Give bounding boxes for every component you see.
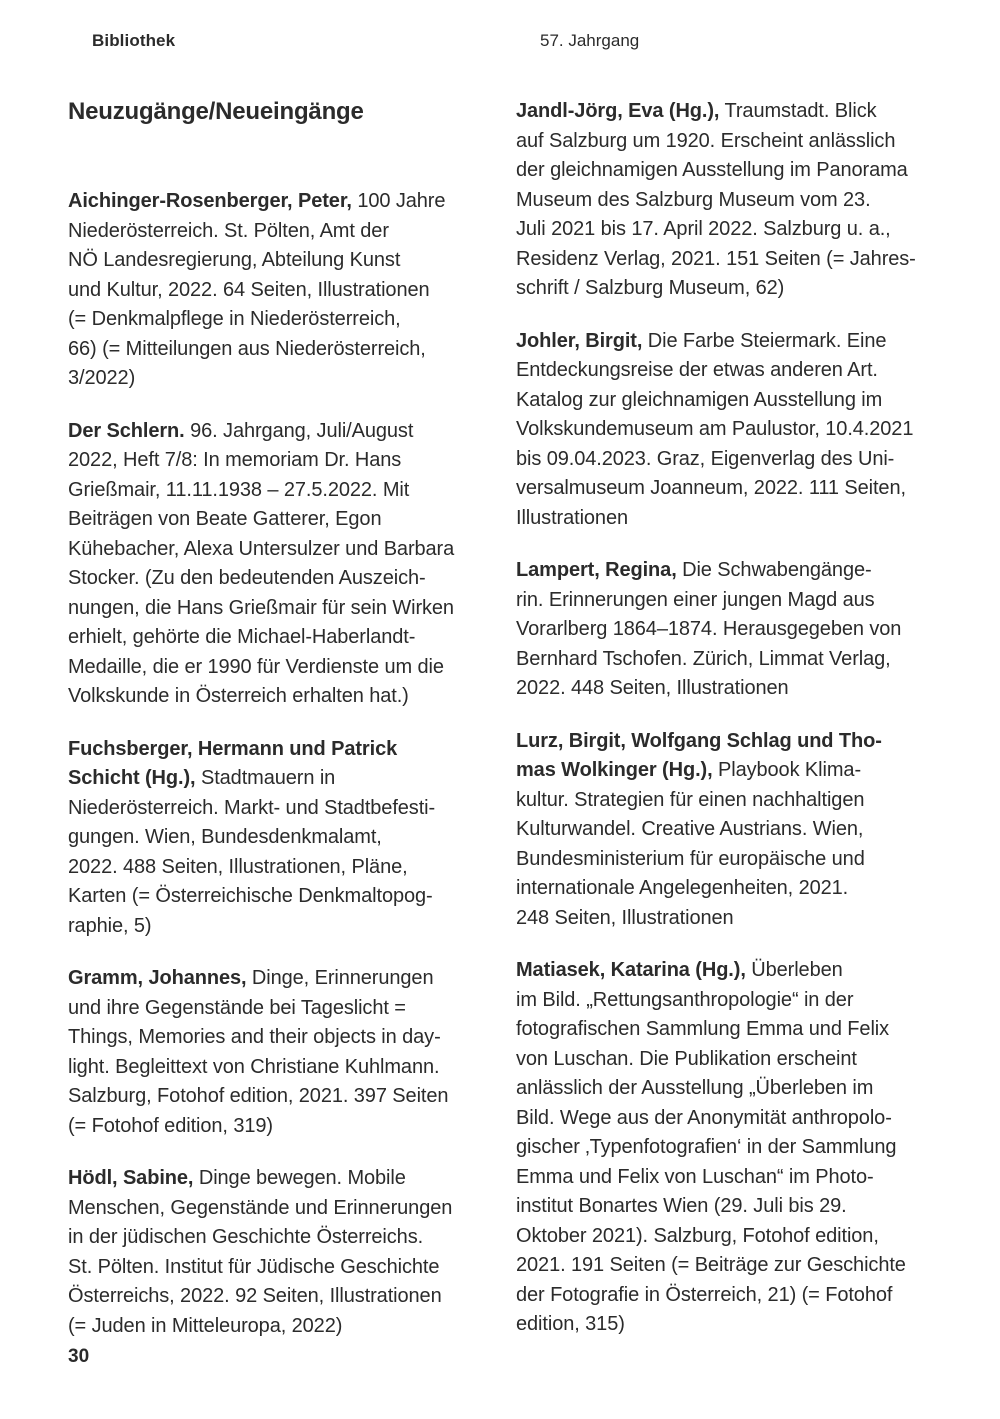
entry-line bbox=[516, 1192, 964, 1222]
entry-text-part: (= Fotohof edition, 319) bbox=[68, 1114, 273, 1137]
entry-line bbox=[516, 645, 964, 675]
entry-line bbox=[516, 445, 964, 475]
entry-line bbox=[516, 815, 964, 845]
entry-line bbox=[68, 1164, 516, 1194]
entry-author-part: Schicht (Hg.), bbox=[68, 767, 196, 789]
entry-text-part: Österreichs, 2022. 92 Seiten, Illustrationen bbox=[68, 1285, 442, 1307]
entry-text-part: Die Schwabengänge- bbox=[676, 559, 872, 581]
bib-entry bbox=[516, 327, 964, 534]
entry-text-part: Playbook Klima- bbox=[712, 759, 862, 781]
entry-line bbox=[68, 564, 516, 594]
entry-text-part: 2022. 488 Seiten, Illustrationen, Pläne, bbox=[68, 855, 408, 878]
entry-line bbox=[516, 415, 964, 445]
entry-line bbox=[516, 1163, 964, 1193]
entry-text-part: raphie, 5) bbox=[68, 914, 152, 937]
entry-line bbox=[516, 786, 964, 816]
entry-line bbox=[68, 1282, 516, 1312]
entry-text-part: Die Farbe Steiermark. Eine bbox=[642, 329, 887, 352]
header-volume-label: 57. Jahrgang bbox=[540, 31, 640, 50]
entry-author-part: Hödl, Sabine, bbox=[68, 1167, 194, 1189]
entry-text-part: in der jüdischen Geschichte Österreichs. bbox=[68, 1226, 424, 1248]
bib-entry bbox=[68, 964, 516, 1141]
entry-line bbox=[68, 912, 516, 942]
entry-text-part: Salzburg, Fotohof edition, 2021. 397 Seiten bbox=[68, 1085, 449, 1107]
entry-line bbox=[68, 1023, 516, 1053]
entry-text-part: Beiträgen von Beate Gatterer, Egon bbox=[68, 508, 382, 530]
entry-text-part: Bundesministerium für europäische und bbox=[516, 847, 865, 870]
entry-author-part: Fuchsberger, Hermann und Patrick bbox=[68, 737, 398, 760]
entry-line bbox=[68, 446, 516, 476]
entry-line bbox=[516, 245, 964, 275]
entry-line bbox=[68, 735, 516, 765]
entry-text-part: 248 Seiten, Illustrationen bbox=[516, 906, 734, 929]
entry-line bbox=[516, 845, 964, 875]
entry-author-part: Gramm, Johannes, bbox=[68, 967, 247, 989]
header-section-label: Bibliothek bbox=[92, 31, 176, 50]
entry-text-part: der Fotografie in Österreich, 21) (= Fotohof bbox=[516, 1283, 893, 1306]
bib-entry bbox=[68, 187, 516, 394]
entry-text-part: 2021. 191 Seiten (= Beiträge zur Geschichte bbox=[516, 1254, 906, 1276]
entry-text-part: bis 09.04.2023. Graz, Eigenverlag des Uni- bbox=[516, 447, 895, 470]
entry-line bbox=[516, 504, 964, 534]
entry-text-part: Stocker. (Zu den bedeutenden Auszeich- bbox=[68, 567, 426, 589]
entry-author-part: Lurz, Birgit, Wolfgang Schlag und Tho- bbox=[516, 729, 882, 752]
entry-text-part: von Luschan. Die Publikation erscheint bbox=[516, 1047, 857, 1070]
entry-line bbox=[68, 276, 516, 306]
entry-text-part: St. Pölten. Institut für Jüdische Geschichte bbox=[68, 1255, 440, 1278]
entry-line bbox=[516, 274, 964, 304]
right-entries bbox=[516, 97, 964, 1340]
entry-line bbox=[68, 364, 516, 394]
page-title: Neuzugänge/Neueingänge bbox=[68, 98, 364, 125]
bib-entry bbox=[516, 97, 964, 304]
entry-line bbox=[516, 1015, 964, 1045]
entry-text-part: Grießmair, 11.11.1938 – 27.5.2022. Mit bbox=[68, 478, 410, 501]
entry-line bbox=[68, 764, 516, 794]
entry-author-part: Aichinger-Rosenberger, Peter, bbox=[68, 190, 352, 212]
entry-line bbox=[68, 594, 516, 624]
bib-entry bbox=[516, 556, 964, 704]
entry-line bbox=[516, 386, 964, 416]
entry-line bbox=[516, 97, 964, 127]
entry-text-part: 2022, Heft 7/8: In memoriam Dr. Hans bbox=[68, 449, 402, 471]
entry-line bbox=[516, 474, 964, 504]
entry-text-part: Entdeckungsreise der etwas anderen Art. bbox=[516, 359, 878, 381]
entry-author-part: Jandl-Jörg, Eva (Hg.), bbox=[516, 100, 720, 122]
entry-line bbox=[516, 556, 964, 586]
bib-entry bbox=[68, 1164, 516, 1341]
entry-text-part: Dinge, Erinnerungen bbox=[246, 967, 434, 989]
entry-line bbox=[516, 904, 964, 934]
entry-line bbox=[68, 217, 516, 247]
entry-text-part: Medaille, die er 1990 für Verdienste um die bbox=[68, 655, 444, 678]
entry-text-part: anlässlich der Ausstellung „Überleben im bbox=[516, 1077, 874, 1099]
entry-text-part: Juli 2021 bis 17. April 2022. Salzburg u. a., bbox=[516, 218, 891, 240]
entry-text-part: Niederösterreich. St. Pölten, Amt der bbox=[68, 219, 389, 242]
entry-line bbox=[68, 535, 516, 565]
entry-text-part: (= Denkmalpflege in Niederösterreich, bbox=[68, 308, 401, 330]
entry-text-part: Bild. Wege aus der Anonymität anthropolo- bbox=[516, 1106, 892, 1129]
bib-entry bbox=[516, 727, 964, 934]
entry-text-part: Katalog zur gleichnamigen Ausstellung im bbox=[516, 388, 883, 411]
entry-line bbox=[516, 1281, 964, 1311]
entry-text-part: schrift / Salzburg Museum, 62) bbox=[516, 277, 785, 299]
entry-text-part: fotografischen Sammlung Emma und Felix bbox=[516, 1018, 890, 1040]
entry-text-part: Karten (= Österreichische Denkmaltopog- bbox=[68, 885, 433, 907]
entry-text-part: 66) (= Mitteilungen aus Niederösterreich, bbox=[68, 337, 426, 360]
entry-line bbox=[516, 615, 964, 645]
entry-text-part: gischer ‚Typenfotografien‘ in der Sammlung bbox=[516, 1136, 897, 1158]
entry-text-part: Illustrationen bbox=[516, 506, 628, 529]
entry-line bbox=[516, 1104, 964, 1134]
entry-text-part: rin. Erinnerungen einer jungen Magd aus bbox=[516, 588, 875, 611]
entry-line bbox=[68, 246, 516, 276]
entry-text-part: Vorarlberg 1864–1874. Herausgegeben von bbox=[516, 618, 902, 640]
entry-line bbox=[68, 476, 516, 506]
entry-text-part: NÖ Landesregierung, Abteilung Kunst bbox=[68, 249, 401, 271]
entry-line bbox=[516, 756, 964, 786]
entry-text-part: gungen. Wien, Bundesdenkmalamt, bbox=[68, 826, 382, 848]
entry-author-part: Der Schlern. bbox=[68, 419, 185, 442]
entry-line bbox=[68, 417, 516, 447]
entry-text-part: Kulturwandel. Creative Austrians. Wien, bbox=[516, 818, 864, 840]
entry-text-part: institut Bonartes Wien (29. Juli bis 29. bbox=[516, 1195, 847, 1217]
entry-line bbox=[516, 356, 964, 386]
entry-text-part: Emma und Felix von Luschan“ im Photo- bbox=[516, 1165, 874, 1188]
entry-text-part: Überleben bbox=[745, 959, 843, 981]
entry-text-part: Volkskundemuseum am Paulustor, 10.4.2021 bbox=[516, 418, 914, 440]
entry-line bbox=[516, 874, 964, 904]
entry-text-part: Residenz Verlag, 2021. 151 Seiten (= Jahres- bbox=[516, 247, 916, 270]
entry-text-part: edition, 315) bbox=[516, 1313, 625, 1335]
entry-text-part: und ihre Gegenstände bei Tageslicht = bbox=[68, 996, 406, 1019]
entry-text-part: und Kultur, 2022. 64 Seiten, Illustrationen bbox=[68, 278, 430, 301]
entry-line bbox=[68, 335, 516, 365]
entry-line bbox=[516, 1045, 964, 1075]
entry-line bbox=[516, 156, 964, 186]
entry-line bbox=[68, 1223, 516, 1253]
entry-text-part: Menschen, Gegenstände und Erinnerungen bbox=[68, 1196, 453, 1219]
entry-line bbox=[68, 794, 516, 824]
entry-line bbox=[68, 964, 516, 994]
entry-line bbox=[68, 653, 516, 683]
entry-line bbox=[68, 1112, 516, 1142]
left-entries bbox=[68, 187, 516, 1341]
entry-text-part: 2022. 448 Seiten, Illustrationen bbox=[516, 677, 789, 699]
entry-line bbox=[516, 186, 964, 216]
entry-line bbox=[68, 994, 516, 1024]
entry-text-part: erhielt, gehörte die Michael-Haberlandt- bbox=[68, 626, 416, 648]
entry-line bbox=[68, 853, 516, 883]
entry-text-part: Kühebacher, Alexa Untersulzer und Barbara bbox=[68, 537, 455, 560]
left-column bbox=[68, 97, 516, 1364]
entry-text-part: 96. Jahrgang, Juli/August bbox=[184, 419, 414, 442]
entry-line bbox=[516, 1310, 964, 1340]
entry-text-part: Stadtmauern in bbox=[195, 767, 336, 789]
entry-line bbox=[516, 956, 964, 986]
entry-line bbox=[68, 1082, 516, 1112]
entry-author-part: Johler, Birgit, bbox=[516, 329, 643, 352]
entry-text-part: Niederösterreich. Markt- und Stadtbefesti- bbox=[68, 796, 436, 819]
entry-line bbox=[516, 1074, 964, 1104]
entry-text-part: kultur. Strategien für einen nachhaltigen bbox=[516, 788, 865, 811]
bib-entry bbox=[516, 956, 964, 1340]
entry-text-part: Oktober 2021). Salzburg, Fotohof edition, bbox=[516, 1224, 879, 1247]
entry-author-part: mas Wolkinger (Hg.), bbox=[516, 759, 713, 781]
entry-line bbox=[68, 1194, 516, 1224]
entry-text-part: internationale Angelegenheiten, 2021. bbox=[516, 877, 849, 899]
entry-author-part: Matiasek, Katarina (Hg.), bbox=[516, 959, 746, 981]
entry-line bbox=[516, 674, 964, 704]
entry-text-part: 3/2022) bbox=[68, 367, 136, 389]
entry-line bbox=[516, 327, 964, 357]
entry-line bbox=[516, 127, 964, 157]
entry-line bbox=[68, 1312, 516, 1342]
entry-text-part: auf Salzburg um 1920. Erscheint anlässlich bbox=[516, 129, 896, 152]
page-number: 30 bbox=[68, 1346, 90, 1367]
entry-text-part: der gleichnamigen Ausstellung im Panorama bbox=[516, 159, 908, 181]
entry-text-part: Museum des Salzburg Museum vom 23. bbox=[516, 188, 871, 211]
entry-line bbox=[68, 882, 516, 912]
entry-text-part: Volkskunde in Österreich erhalten hat.) bbox=[68, 685, 409, 707]
entry-line bbox=[516, 727, 964, 757]
entry-line bbox=[68, 187, 516, 217]
entry-text-part: versalmuseum Joanneum, 2022. 111 Seiten, bbox=[516, 477, 906, 499]
entry-line bbox=[68, 305, 516, 335]
entry-line bbox=[516, 1133, 964, 1163]
entry-line bbox=[68, 1053, 516, 1083]
entry-text-part: 100 Jahre bbox=[351, 190, 446, 212]
entry-line bbox=[68, 823, 516, 853]
bib-entry bbox=[68, 735, 516, 942]
entry-text-part: (= Juden in Mitteleuropa, 2022) bbox=[68, 1314, 343, 1337]
entry-text-part: Things, Memories and their objects in day- bbox=[68, 1026, 441, 1048]
entry-line bbox=[68, 682, 516, 712]
entry-line bbox=[68, 623, 516, 653]
right-column bbox=[516, 97, 964, 1363]
entry-text-part: im Bild. „Rettungsanthropologie“ in der bbox=[516, 988, 854, 1011]
entry-line bbox=[68, 1253, 516, 1283]
entry-line bbox=[516, 586, 964, 616]
entry-author-part: Lampert, Regina, bbox=[516, 559, 677, 581]
entry-text-part: Traumstadt. Blick bbox=[719, 100, 877, 122]
entry-text-part: light. Begleittext von Christiane Kuhlmann. bbox=[68, 1055, 440, 1078]
entry-line bbox=[516, 1222, 964, 1252]
entry-line bbox=[68, 505, 516, 535]
bib-entry bbox=[68, 417, 516, 712]
entry-text-part: Bernhard Tschofen. Zürich, Limmat Verlag, bbox=[516, 647, 891, 670]
entry-text-part: Dinge bewegen. Mobile bbox=[193, 1167, 406, 1189]
entry-text-part: nungen, die Hans Grießmair für sein Wirken bbox=[68, 596, 454, 619]
entry-line bbox=[516, 986, 964, 1016]
entry-line bbox=[516, 1251, 964, 1281]
entry-line bbox=[516, 215, 964, 245]
